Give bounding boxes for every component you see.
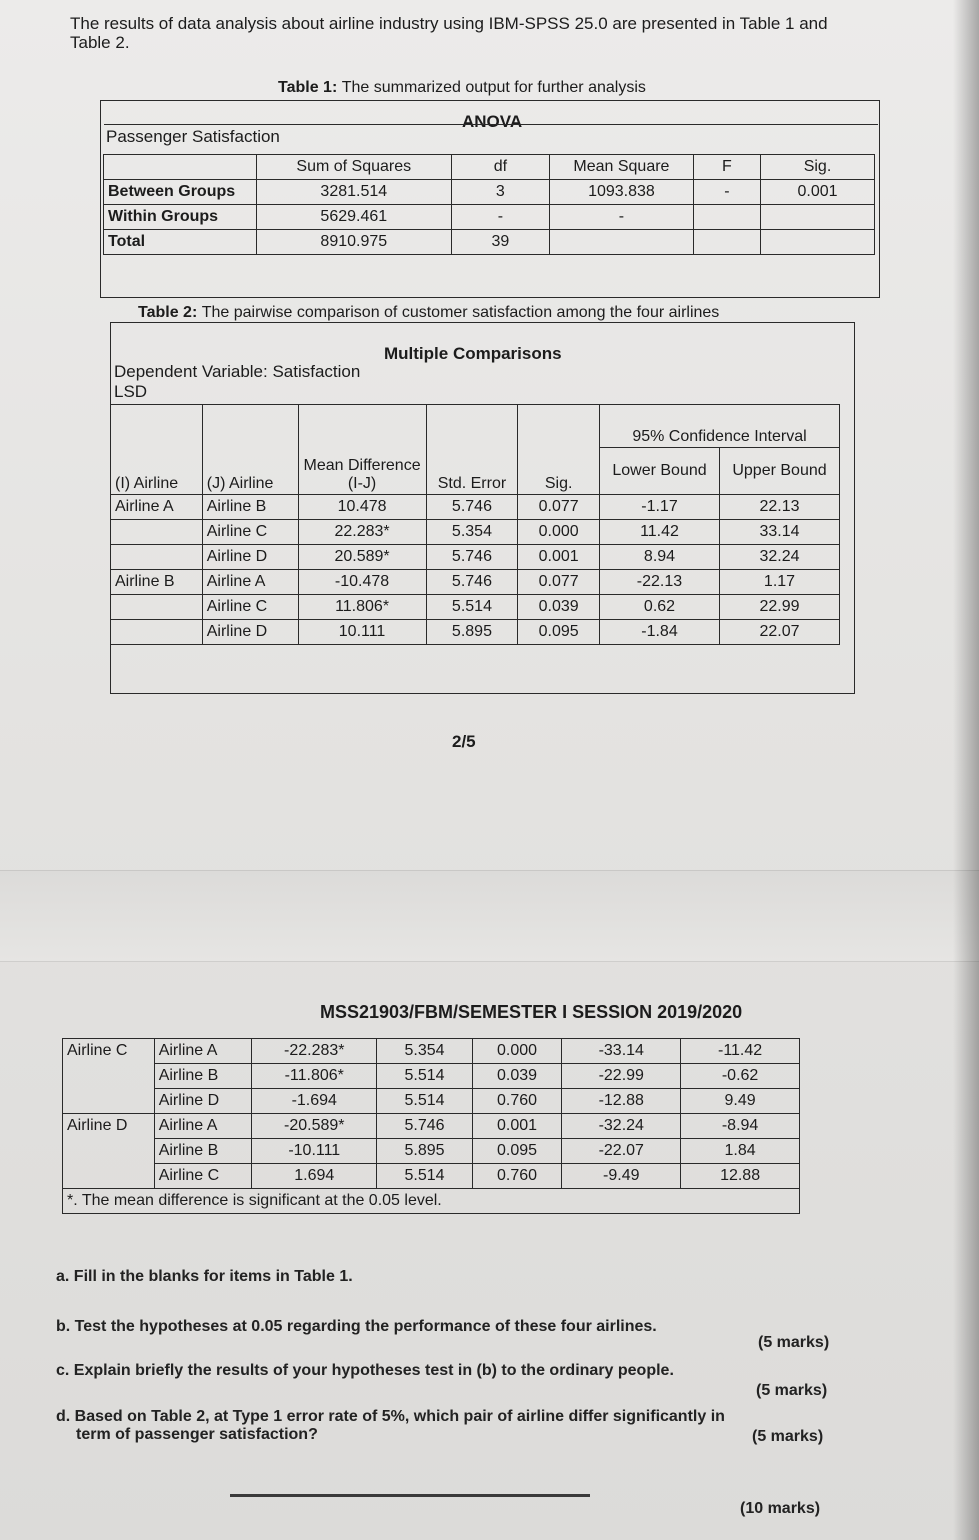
table-row	[111, 545, 840, 570]
mc-cell: Airline D	[63, 1114, 155, 1139]
page-break	[0, 870, 979, 962]
mc-cell	[63, 1089, 155, 1114]
mc-cell: 33.14	[719, 520, 839, 545]
anova-row	[104, 230, 875, 255]
mc-cell: 5.746	[426, 495, 518, 520]
mc-cell: 0.001	[518, 545, 600, 570]
mc-cell: 11.806*	[298, 595, 426, 620]
mc-cell: 0.001	[472, 1114, 562, 1139]
anova-cell	[550, 230, 694, 255]
mc-cell: 5.354	[426, 520, 518, 545]
anova-header-cell	[104, 155, 257, 180]
mc-header-upper: Upper Bound	[719, 448, 839, 495]
anova-cell	[693, 205, 760, 230]
table-row	[63, 1089, 800, 1114]
mc-cell: 32.24	[719, 545, 839, 570]
mc-cell: -33.14	[562, 1039, 681, 1064]
mc-cell: 8.94	[600, 545, 720, 570]
mc-cell: 22.99	[719, 595, 839, 620]
table-row	[111, 495, 840, 520]
mc-cell: 0.077	[518, 570, 600, 595]
mc-cell: -32.24	[562, 1114, 681, 1139]
anova-cell: -	[693, 180, 760, 205]
mc-cell: 0.000	[518, 520, 600, 545]
table2-caption: Table 2: The pairwise comparison of customer satisfaction among the four airlines	[138, 304, 720, 321]
anova-row	[104, 205, 875, 230]
mc-cell: 0.095	[518, 620, 600, 645]
mc-cell: Airline D	[154, 1089, 252, 1114]
anova-cell: -	[451, 205, 549, 230]
mc-header-row	[111, 405, 840, 448]
anova-cell: Within Groups	[104, 205, 257, 230]
anova-cell: 1093.838	[550, 180, 694, 205]
mc-cell: Airline A	[154, 1039, 252, 1064]
anova-cell: 8910.975	[256, 230, 451, 255]
mc-cell: 0.760	[472, 1089, 562, 1114]
intro-line-1: The results of data analysis about airline industry using IBM-SPSS 25.0 are presented in Table 1 and	[70, 14, 828, 33]
table2-dependent: Dependent Variable: Satisfaction	[114, 362, 361, 381]
table1-rule	[104, 124, 878, 125]
question-d-marks: (10 marks)	[740, 1500, 821, 1517]
mc-cell	[63, 1139, 155, 1164]
mc-cell: 10.478	[298, 495, 426, 520]
mc-cell: 12.88	[681, 1164, 800, 1189]
mc-cell: 1.84	[681, 1139, 800, 1164]
mc-header-ci: 95% Confidence Interval	[600, 405, 840, 448]
mc-cell: 0.760	[472, 1164, 562, 1189]
question-b-marks: (5 marks)	[756, 1382, 828, 1399]
anova-cell: Between Groups	[104, 180, 257, 205]
table-row	[63, 1039, 800, 1064]
mc-cell: -11.806*	[252, 1064, 377, 1089]
table-row	[111, 520, 840, 545]
mc-header-sig: Sig.	[518, 405, 600, 495]
table-footnote: *. The mean difference is significant at the 0.05 level.	[63, 1189, 800, 1214]
mc-cell: -22.283*	[252, 1039, 377, 1064]
mc-cell: -12.88	[562, 1089, 681, 1114]
mc-cell: -22.99	[562, 1064, 681, 1089]
mc-cell: -1.694	[252, 1089, 377, 1114]
mc-cell: 0.62	[600, 595, 720, 620]
mc-cell: -22.07	[562, 1139, 681, 1164]
mc-cell: -20.589*	[252, 1114, 377, 1139]
mc-cell	[111, 520, 203, 545]
anova-header-cell: Sum of Squares	[256, 155, 451, 180]
mc-cell: 5.895	[377, 1139, 472, 1164]
mc-cell: Airline D	[202, 620, 298, 645]
anova-header-cell: df	[451, 155, 549, 180]
multiple-comparisons-table-continued	[62, 1038, 800, 1214]
mc-cell: 22.283*	[298, 520, 426, 545]
anova-cell: 39	[451, 230, 549, 255]
mc-cell: -11.42	[681, 1039, 800, 1064]
mc-cell: 22.07	[719, 620, 839, 645]
mc-cell: -22.13	[600, 570, 720, 595]
mc-cell	[111, 595, 203, 620]
anova-cell: 5629.461	[256, 205, 451, 230]
mc-cell	[111, 545, 203, 570]
mc-cell: -10.111	[252, 1139, 377, 1164]
mc-cell	[63, 1164, 155, 1189]
table-row	[111, 620, 840, 645]
mc-header-i: (I) Airline	[111, 405, 203, 495]
mc-cell: 5.514	[377, 1089, 472, 1114]
mc-cell: 5.354	[377, 1039, 472, 1064]
anova-cell: -	[550, 205, 694, 230]
mc-cell: 5.514	[377, 1164, 472, 1189]
table-row	[63, 1064, 800, 1089]
mc-cell: 11.42	[600, 520, 720, 545]
mc-cell: 1.17	[719, 570, 839, 595]
mc-cell: -9.49	[562, 1164, 681, 1189]
mc-cell: 0.039	[472, 1064, 562, 1089]
table-footnote-row	[63, 1189, 800, 1214]
table-row	[63, 1164, 800, 1189]
anova-header-row	[104, 155, 875, 180]
mc-cell: -1.17	[600, 495, 720, 520]
multiple-comparisons-table	[110, 404, 840, 645]
anova-header-cell: Mean Square	[550, 155, 694, 180]
page-shadow	[953, 0, 979, 1540]
intro-line-2: Table 2.	[70, 33, 130, 52]
mc-cell: 5.746	[426, 545, 518, 570]
anova-cell: 3281.514	[256, 180, 451, 205]
mc-cell: 0.000	[472, 1039, 562, 1064]
table-row	[63, 1114, 800, 1139]
mc-cell: Airline C	[202, 595, 298, 620]
table-row	[111, 595, 840, 620]
mc-cell: 22.13	[719, 495, 839, 520]
mc-header-mean-diff: Mean Difference (I-J)	[298, 405, 426, 495]
table1-variable: Passenger Satisfaction	[106, 127, 280, 146]
mc-cell: 5.746	[377, 1114, 472, 1139]
anova-cell	[693, 230, 760, 255]
mc-cell: 5.514	[377, 1064, 472, 1089]
mc-cell: -1.84	[600, 620, 720, 645]
mc-cell: -10.478	[298, 570, 426, 595]
mc-cell: 0.095	[472, 1139, 562, 1164]
question-a: a. Fill in the blanks for items in Table 1.	[56, 1268, 353, 1285]
mc-cell: 5.746	[426, 570, 518, 595]
mc-cell: Airline B	[111, 570, 203, 595]
question-b: b. Test the hypotheses at 0.05 regarding the performance of these four airlines.	[56, 1318, 657, 1335]
mc-cell	[111, 620, 203, 645]
table2-method: LSD	[114, 382, 148, 401]
mc-cell: -0.62	[681, 1064, 800, 1089]
question-a-marks: (5 marks)	[758, 1334, 830, 1351]
anova-header-cell: F	[693, 155, 760, 180]
table1-title: ANOVA	[462, 112, 523, 131]
mc-header-lower: Lower Bound	[600, 448, 720, 495]
question-d: d. Based on Table 2, at Type 1 error rate of 5%, which pair of airline differ significantly in term of passenger satisfaction?	[56, 1408, 725, 1443]
table-row	[63, 1139, 800, 1164]
mc-cell: Airline B	[202, 495, 298, 520]
mc-cell: 1.694	[252, 1164, 377, 1189]
mc-cell: Airline B	[154, 1139, 252, 1164]
mc-cell: 5.895	[426, 620, 518, 645]
anova-cell	[761, 205, 875, 230]
table1-caption: Table 1: The summarized output for further analysis	[278, 79, 646, 96]
mc-cell: -8.94	[681, 1114, 800, 1139]
mc-cell: Airline C	[154, 1164, 252, 1189]
mc-cell: 0.039	[518, 595, 600, 620]
table-row	[111, 570, 840, 595]
mc-cell	[63, 1064, 155, 1089]
mc-header-se: Std. Error	[426, 405, 518, 495]
mc-header-j: (J) Airline	[202, 405, 298, 495]
mc-cell: Airline C	[202, 520, 298, 545]
mc-cell: Airline B	[154, 1064, 252, 1089]
course-header: MSS21903/FBM/SEMESTER I SESSION 2019/2020	[320, 1002, 743, 1022]
mc-cell: 5.514	[426, 595, 518, 620]
anova-cell: 3	[451, 180, 549, 205]
mc-cell: 9.49	[681, 1089, 800, 1114]
mc-cell: Airline A	[111, 495, 203, 520]
anova-cell: 0.001	[761, 180, 875, 205]
table2-title: Multiple Comparisons	[384, 344, 562, 363]
intro-text	[70, 14, 950, 52]
mc-cell: 0.077	[518, 495, 600, 520]
page-number: 2/5	[452, 732, 476, 751]
mc-cell: Airline C	[63, 1039, 155, 1064]
mc-cell: Airline A	[154, 1114, 252, 1139]
anova-row	[104, 180, 875, 205]
anova-table	[103, 154, 875, 255]
anova-cell: Total	[104, 230, 257, 255]
answer-rule	[230, 1494, 590, 1497]
mc-cell: 20.589*	[298, 545, 426, 570]
anova-header-cell: Sig.	[761, 155, 875, 180]
anova-cell	[761, 230, 875, 255]
question-c: c. Explain briefly the results of your hypotheses test in (b) to the ordinary people.	[56, 1362, 674, 1379]
question-c-marks: (5 marks)	[752, 1428, 824, 1445]
mc-cell: 10.111	[298, 620, 426, 645]
mc-cell: Airline D	[202, 545, 298, 570]
mc-cell: Airline A	[202, 570, 298, 595]
